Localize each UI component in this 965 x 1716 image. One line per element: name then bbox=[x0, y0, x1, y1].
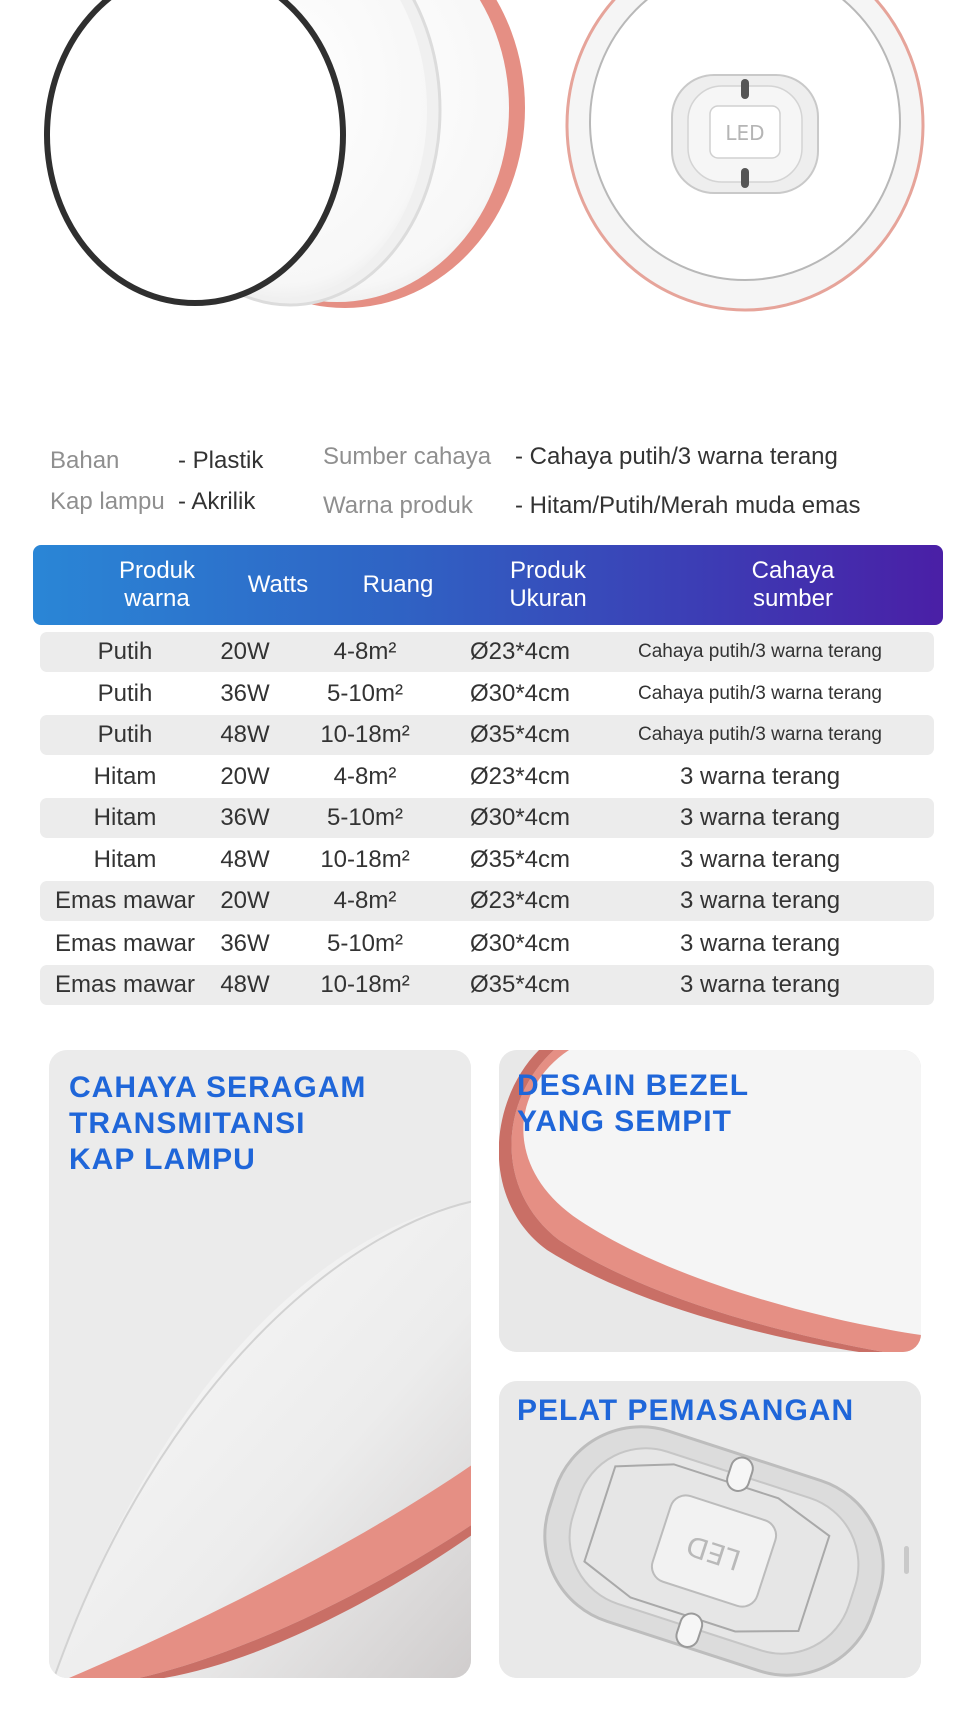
cell-room: 5-10m² bbox=[326, 680, 404, 707]
light-source-label: Sumber cahaya bbox=[323, 443, 492, 470]
narrow-bezel-title: DESAIN BEZEL YANG SEMPIT bbox=[517, 1069, 750, 1138]
table-row bbox=[40, 757, 934, 797]
lamp-back-view bbox=[567, 0, 923, 310]
cell-size: Ø35*4cm bbox=[469, 721, 571, 748]
table-row bbox=[40, 924, 934, 964]
cell-color: Emas mawar bbox=[54, 930, 196, 957]
cell-watts: 48W bbox=[220, 846, 270, 873]
shade-label: Kap lampu bbox=[50, 488, 165, 515]
table-row bbox=[40, 798, 934, 838]
cell-room: 10-18m² bbox=[320, 721, 410, 748]
material-value: - Plastik bbox=[178, 447, 264, 474]
cell-light-source: 3 warna terang bbox=[679, 887, 841, 914]
cell-room: 4-8m² bbox=[333, 887, 397, 914]
mounting-plate-panel bbox=[499, 1381, 921, 1678]
cell-light-source: 3 warna terang bbox=[679, 804, 841, 831]
header-product-color: Produk warna bbox=[118, 557, 196, 612]
header-product-size: Produk Ukuran bbox=[509, 557, 587, 612]
cell-color: Hitam bbox=[93, 804, 157, 831]
table-row bbox=[40, 840, 934, 880]
cell-light-source: Cahaya putih/3 warna terang bbox=[638, 683, 882, 704]
table-row bbox=[40, 674, 934, 714]
cell-light-source: Cahaya putih/3 warna terang bbox=[638, 724, 882, 745]
cell-watts: 48W bbox=[220, 721, 270, 748]
cell-room: 4-8m² bbox=[333, 638, 397, 665]
cell-room: 5-10m² bbox=[326, 804, 404, 831]
cell-watts: 36W bbox=[220, 680, 270, 707]
shade-value: - Akrilik bbox=[178, 488, 256, 515]
cell-color: Emas mawar bbox=[54, 971, 196, 998]
table-row bbox=[40, 715, 934, 755]
cell-watts: 20W bbox=[220, 763, 270, 790]
cell-size: Ø23*4cm bbox=[469, 763, 571, 790]
cell-size: Ø30*4cm bbox=[469, 680, 571, 707]
narrow-bezel-panel bbox=[499, 1050, 921, 1352]
cell-size: Ø35*4cm bbox=[469, 971, 571, 998]
cell-watts: 48W bbox=[220, 971, 270, 998]
cell-light-source: 3 warna terang bbox=[679, 846, 841, 873]
plate-led-label: LED bbox=[682, 1528, 745, 1577]
cell-size: Ø23*4cm bbox=[469, 887, 571, 914]
mounting-plate-title: PELAT PEMASANGAN bbox=[517, 1394, 855, 1427]
cell-light-source: 3 warna terang bbox=[679, 930, 841, 957]
table-row bbox=[40, 632, 934, 672]
header-watts: Watts bbox=[247, 571, 309, 598]
cell-room: 4-8m² bbox=[333, 763, 397, 790]
cell-color: Putih bbox=[97, 638, 153, 665]
cell-light-source: 3 warna terang bbox=[679, 763, 841, 790]
cell-color: Putih bbox=[97, 721, 153, 748]
cell-watts: 36W bbox=[220, 804, 270, 831]
cell-size: Ø23*4cm bbox=[469, 638, 571, 665]
ceiling-lamps-image bbox=[0, 0, 965, 340]
light-source-value: - Cahaya putih/3 warna terang bbox=[515, 443, 838, 470]
product-color-label: Warna produk bbox=[323, 492, 473, 519]
cell-light-source: Cahaya putih/3 warna terang bbox=[638, 641, 882, 662]
cell-color: Emas mawar bbox=[54, 887, 196, 914]
cell-room: 10-18m² bbox=[320, 971, 410, 998]
table-row bbox=[40, 965, 934, 1005]
led-module-label: LED bbox=[725, 121, 765, 145]
cell-watts: 20W bbox=[220, 887, 270, 914]
cell-watts: 20W bbox=[220, 638, 270, 665]
header-light-source: Cahaya sumber bbox=[751, 557, 835, 612]
header-room: Ruang bbox=[362, 571, 434, 598]
cell-size: Ø30*4cm bbox=[469, 804, 571, 831]
uniform-light-title: CAHAYA SERAGAM TRANSMITANSI KAP LAMPU bbox=[69, 1071, 367, 1176]
cell-room: 10-18m² bbox=[320, 846, 410, 873]
table-row bbox=[40, 881, 934, 921]
cell-color: Hitam bbox=[93, 846, 157, 873]
cell-light-source: 3 warna terang bbox=[679, 971, 841, 998]
cell-color: Putih bbox=[97, 680, 153, 707]
cell-size: Ø35*4cm bbox=[469, 846, 571, 873]
product-hero-illustration bbox=[0, 0, 965, 340]
product-color-value: - Hitam/Putih/Merah muda emas bbox=[515, 492, 861, 519]
cell-room: 5-10m² bbox=[326, 930, 404, 957]
uniform-light-panel bbox=[49, 1050, 471, 1678]
material-label: Bahan bbox=[50, 447, 120, 474]
cell-watts: 36W bbox=[220, 930, 270, 957]
black-lamp bbox=[47, 0, 343, 303]
cell-size: Ø30*4cm bbox=[469, 930, 571, 957]
spec-table-header bbox=[33, 545, 943, 625]
cell-color: Hitam bbox=[93, 763, 157, 790]
